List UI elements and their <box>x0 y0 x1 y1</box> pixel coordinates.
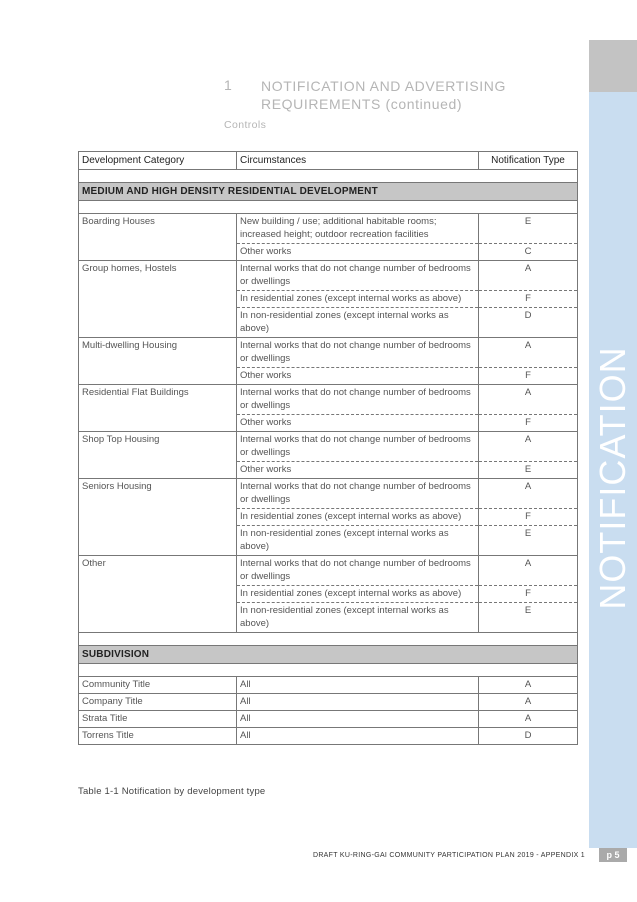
spacer-row <box>79 633 578 646</box>
category-cell: Strata Title <box>79 711 237 728</box>
notification-table <box>78 151 578 745</box>
table-row <box>79 432 578 462</box>
table-row <box>79 214 578 244</box>
table-row <box>79 694 578 711</box>
table-row <box>79 677 578 694</box>
circumstance-cell: All <box>237 711 479 728</box>
spacer-cell <box>79 170 578 183</box>
header-circumstances: Circumstances <box>237 152 479 170</box>
notification-type-cell: C <box>479 244 578 261</box>
notification-type-cell: F <box>479 586 578 603</box>
table-row <box>79 728 578 745</box>
notification-type-cell: A <box>479 261 578 291</box>
notification-type-cell: F <box>479 509 578 526</box>
circumstance-cell: In non-residential zones (except internal works as above) <box>237 603 479 633</box>
table-caption: Table 1-1 Notification by development type <box>78 786 266 797</box>
circumstance-cell: Internal works that do not change number of bedrooms or dwellings <box>237 261 479 291</box>
notification-type-cell: A <box>479 385 578 415</box>
notification-type-cell: D <box>479 728 578 745</box>
category-cell: Shop Top Housing <box>79 432 237 479</box>
notification-type-cell: E <box>479 526 578 556</box>
notification-type-cell: F <box>479 368 578 385</box>
notification-type-cell: A <box>479 694 578 711</box>
side-tab-grey <box>589 40 637 92</box>
category-cell: Torrens Title <box>79 728 237 745</box>
circumstance-cell: Other works <box>237 415 479 432</box>
notification-type-cell: E <box>479 214 578 244</box>
circumstance-cell: In non-residential zones (except internal works as above) <box>237 308 479 338</box>
section-header-residential-title: MEDIUM AND HIGH DENSITY RESIDENTIAL DEVELOPMENT <box>79 183 578 201</box>
table-row <box>79 711 578 728</box>
header-development-category: Development Category <box>79 152 237 170</box>
section-header-residential <box>79 183 578 201</box>
table-row <box>79 556 578 586</box>
category-cell: Seniors Housing <box>79 479 237 556</box>
category-cell: Multi-dwelling Housing <box>79 338 237 385</box>
section-header-subdivision-title: SUBDIVISION <box>79 646 578 664</box>
notification-type-cell: E <box>479 603 578 633</box>
circumstance-cell: Internal works that do not change number of bedrooms or dwellings <box>237 556 479 586</box>
circumstance-cell: Internal works that do not change number of bedrooms or dwellings <box>237 479 479 509</box>
circumstance-cell: New building / use; additional habitable rooms; increased height; outdoor recreation facilities <box>237 214 479 244</box>
circumstance-cell: In residential zones (except internal works as above) <box>237 509 479 526</box>
notification-type-cell: A <box>479 711 578 728</box>
notification-type-cell: A <box>479 556 578 586</box>
table-row <box>79 479 578 509</box>
section-title-line1: NOTIFICATION AND ADVERTISING <box>261 78 506 94</box>
category-cell: Group homes, Hostels <box>79 261 237 338</box>
notification-type-cell: F <box>479 415 578 432</box>
category-cell: Company Title <box>79 694 237 711</box>
circumstance-cell: Other works <box>237 244 479 261</box>
circumstance-cell: In residential zones (except internal works as above) <box>237 586 479 603</box>
notification-type-cell: A <box>479 432 578 462</box>
spacer-cell <box>79 201 578 214</box>
notification-type-cell: D <box>479 308 578 338</box>
spacer-row <box>79 170 578 183</box>
category-cell: Other <box>79 556 237 633</box>
table-row <box>79 385 578 415</box>
notification-type-cell: A <box>479 338 578 368</box>
footer-text: DRAFT KU-RING-GAI COMMUNITY PARTICIPATION PLAN 2019 - APPENDIX 1 <box>312 852 585 859</box>
spacer-row <box>79 664 578 677</box>
section-header-subdivision <box>79 646 578 664</box>
table-row <box>79 261 578 291</box>
circumstance-cell: All <box>237 728 479 745</box>
notification-type-cell: F <box>479 291 578 308</box>
header-notification-type: Notification Type <box>479 152 578 170</box>
notification-type-cell: E <box>479 462 578 479</box>
spacer-cell <box>79 633 578 646</box>
circumstance-cell: All <box>237 694 479 711</box>
notification-type-cell: A <box>479 479 578 509</box>
spacer-row <box>79 201 578 214</box>
table-body <box>79 170 578 745</box>
category-cell: Residential Flat Buildings <box>79 385 237 432</box>
category-cell: Boarding Houses <box>79 214 237 261</box>
spacer-cell <box>79 664 578 677</box>
page-number: p 5 <box>599 848 627 862</box>
section-number: 1 <box>224 77 233 93</box>
circumstance-cell: Internal works that do not change number of bedrooms or dwellings <box>237 338 479 368</box>
table-row <box>79 338 578 368</box>
category-cell: Community Title <box>79 677 237 694</box>
table-header-row <box>79 152 578 170</box>
section-title-line2: REQUIREMENTS (continued) <box>261 96 463 112</box>
circumstance-cell: In non-residential zones (except internal works as above) <box>237 526 479 556</box>
side-label: NOTIFICATION <box>592 346 633 610</box>
circumstance-cell: Other works <box>237 462 479 479</box>
circumstance-cell: In residential zones (except internal works as above) <box>237 291 479 308</box>
circumstance-cell: Other works <box>237 368 479 385</box>
circumstance-cell: Internal works that do not change number of bedrooms or dwellings <box>237 432 479 462</box>
circumstance-cell: Internal works that do not change number of bedrooms or dwellings <box>237 385 479 415</box>
section-title <box>261 77 561 113</box>
notification-type-cell: A <box>479 677 578 694</box>
section-subtitle: Controls <box>224 119 267 131</box>
circumstance-cell: All <box>237 677 479 694</box>
